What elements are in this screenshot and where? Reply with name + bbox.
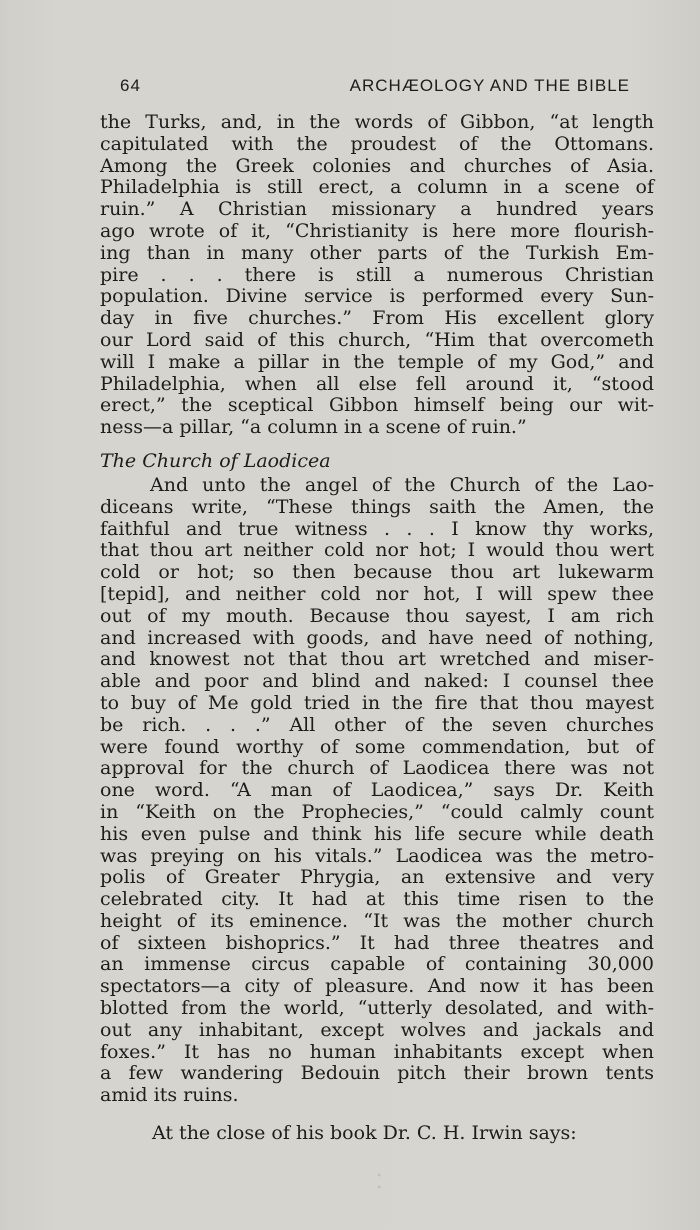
scan-artifact: • • (376, 1169, 383, 1194)
text-line: ing than in many other parts of the Turkish Em- (100, 241, 654, 264)
text-line: celebrated city. It had at this time risen to the (100, 888, 654, 911)
body-text (100, 112, 654, 1145)
text-line: ness—a pillar, “a column in a scene of ruin.” (100, 416, 527, 439)
text-line: pire . . . there is still a numerous Christian (100, 263, 654, 286)
text-line: diceans write, “These things saith the Amen, the (100, 495, 654, 518)
text-line: blotted from the world, “utterly desolated, and with- (100, 997, 654, 1020)
paragraph-laodicea (100, 475, 654, 1107)
text-line: to buy of Me gold tried in the fire that thou mayest (100, 691, 654, 714)
text-line: cold or hot; so then because thou art lukewarm (100, 561, 654, 584)
text-line: height of its eminence. “It was the mother church (100, 909, 654, 932)
text-line: our Lord said of this church, “Him that overcometh (100, 328, 654, 351)
text-line: spectators—a city of pleasure. And now it has been (100, 975, 654, 998)
text-line: polis of Greater Phrygia, an extensive and very (100, 866, 654, 889)
text-line: a few wandering Bedouin pitch their brown tents (100, 1062, 654, 1085)
text-line: out any inhabitant, except wolves and jackals and (100, 1018, 654, 1041)
text-line: day in five churches.” From His excellent glory (100, 307, 654, 330)
text-line: in “Keith on the Prophecies,” “could calmly count (100, 800, 654, 823)
text-line: will I make a pillar in the temple of my God,” and (100, 350, 654, 373)
text-line: one word. “A man of Laodicea,” says Dr. Keith (100, 779, 654, 802)
text-line: approval for the church of Laodicea there was not (100, 757, 654, 780)
text-line: that thou art neither cold nor hot; I would thou wert (100, 539, 654, 562)
text-line: Among the Greek colonies and churches of Asia. (100, 154, 654, 177)
text-line: capitulated with the proudest of the Ottomans. (100, 132, 654, 155)
text-line: And unto the angel of the Church of the Lao- (150, 473, 654, 496)
paragraph-philadelphia (100, 112, 654, 439)
running-head (120, 76, 630, 100)
text-line: foxes.” It has no human inhabitants except when (100, 1040, 654, 1063)
text-line: Philadelphia is still erect, a column in a scene of (100, 176, 654, 199)
text-line: faithful and true witness . . . I know thy works, (100, 517, 654, 540)
text-line: the Turks, and, in the words of Gibbon, “at length (100, 111, 654, 133)
text-line: able and poor and blind and naked: I counsel thee (100, 670, 654, 693)
text-line: an immense circus capable of containing 30,000 (100, 953, 654, 976)
text-line: of sixteen bishoprics.” It had three theatres and (100, 931, 654, 954)
text-line: population. Divine service is performed every Sun- (100, 285, 654, 308)
text-line: amid its ruins. (100, 1084, 239, 1107)
text-line: be rich. . . .” All other of the seven churches (100, 713, 654, 736)
text-line: were found worthy of some commendation, but of (100, 735, 654, 758)
text-line: ago wrote of it, “Christianity is here more flourish- (100, 219, 654, 242)
text-line: ruin.” A Christian missionary a hundred years (100, 198, 654, 221)
text-line: and increased with goods, and have need of nothing, (100, 626, 654, 649)
closing-paragraph: At the close of his book Dr. C. H. Irwin says: (152, 1122, 577, 1145)
text-line: out of my mouth. Because thou sayest, I am rich (100, 604, 654, 627)
text-line: and knowest not that thou art wretched and miser- (100, 648, 654, 671)
text-line: was preying on his vitals.” Laodicea was the metro- (100, 844, 654, 867)
running-title: ARCHÆOLOGY AND THE BIBLE (349, 76, 630, 95)
text-line: Philadelphia, when all else fell around it, “stood (100, 372, 654, 395)
page-number: 64 (120, 76, 141, 95)
section-heading: The Church of Laodicea (100, 449, 331, 472)
text-line: erect,” the sceptical Gibbon himself being our wit- (100, 394, 654, 417)
text-line: his even pulse and think his life secure while death (100, 822, 654, 845)
text-line: [tepid], and neither cold nor hot, I will spew thee (100, 582, 654, 605)
